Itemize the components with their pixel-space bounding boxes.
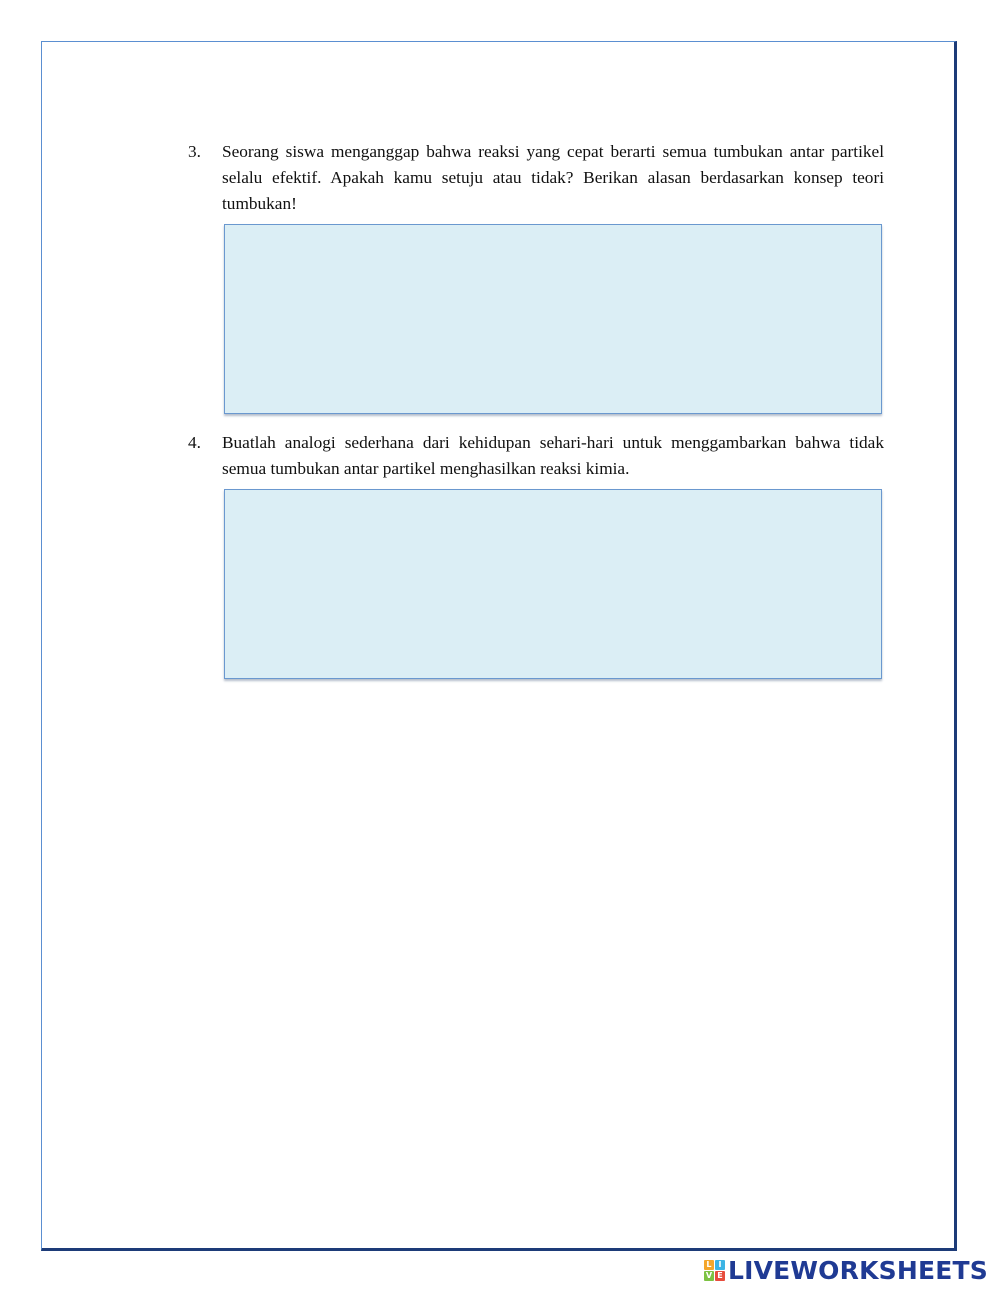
logo-tile-i: I: [715, 1260, 725, 1270]
question-3: [188, 139, 884, 217]
question-4: [188, 430, 884, 482]
question-3-text: Seorang siswa menganggap bahwa reaksi yang cepat berarti semua tumbukan antar partikel selalu efektif. Apakah kamu setuju atau tidak? Berikan alasan berdasarkan konsep teori tumbukan!: [222, 142, 884, 213]
logo-mark-icon: [704, 1260, 725, 1281]
logo-tile-l: L: [704, 1260, 714, 1270]
question-3-number: 3.: [188, 142, 201, 161]
question-4-text: Buatlah analogi sederhana dari kehidupan sehari-hari untuk menggambarkan bahwa tidak semua tumbukan antar partikel menghasilkan reaksi kimia.: [222, 433, 884, 478]
logo-text: LIVEWORKSHEETS: [727, 1255, 988, 1285]
question-4-number: 4.: [188, 433, 201, 452]
answer-box-4[interactable]: [224, 489, 882, 679]
logo-tile-e: E: [715, 1271, 725, 1281]
answer-box-3[interactable]: [224, 224, 882, 414]
liveworksheets-logo: [704, 1253, 988, 1287]
logo-tile-v: V: [705, 1270, 713, 1280]
